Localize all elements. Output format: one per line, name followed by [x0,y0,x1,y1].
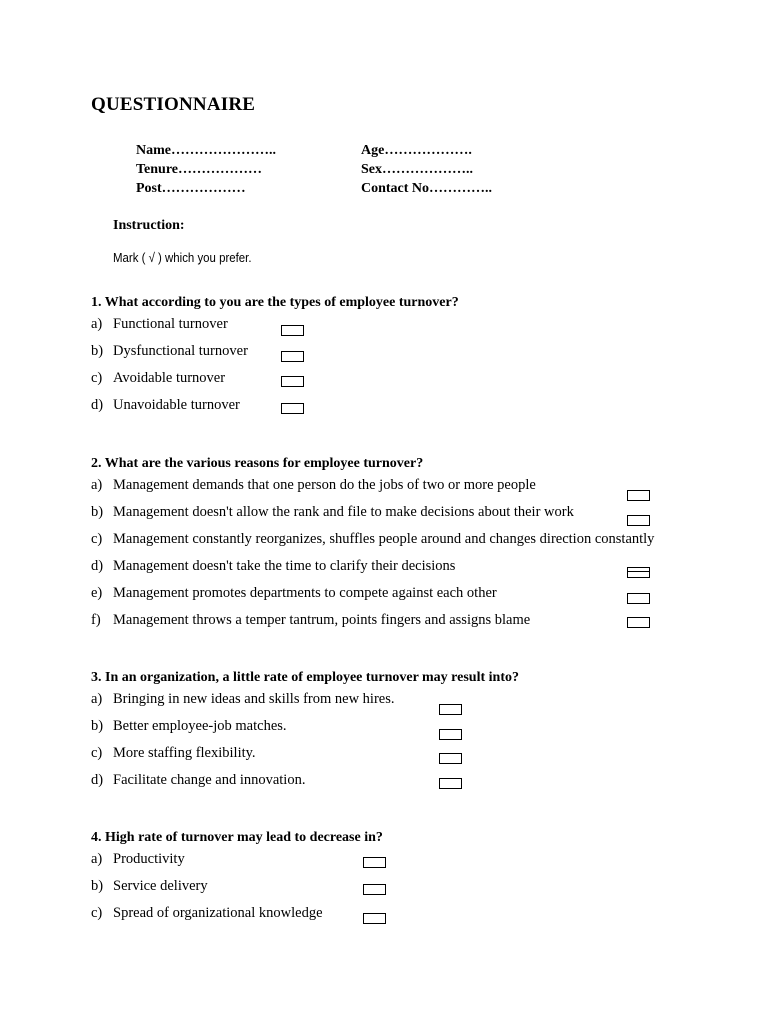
instruction-heading: Instruction: [113,218,185,233]
option-label: Management throws a temper tantrum, points fingers and assigns blame [113,612,531,628]
option-letter: b) [91,343,104,359]
option-row [91,688,519,715]
option-row [91,501,574,528]
question-text: 2. What are the various reasons for employee turnover? [91,456,424,471]
option-letter: f) [91,612,101,628]
sex-field: Sex……………….. [361,162,473,177]
option-letter: d) [91,397,104,413]
option-label: Dysfunctional turnover [113,343,248,359]
option-row [91,367,459,394]
option-label: Service delivery [113,878,208,894]
option-letter: b) [91,878,104,894]
option-row [91,555,456,582]
option-label: Management promotes departments to compete against each other [113,585,497,601]
option-row [91,340,459,367]
option-label: Avoidable turnover [113,370,226,386]
option-label: Management demands that one person do the jobs of two or more people [113,477,536,493]
option-letter: e) [91,585,103,601]
question-text: 3. In an organization, a little rate of employee turnover may result into? [91,670,519,685]
option-letter: a) [91,851,103,867]
checkbox[interactable] [627,490,650,501]
option-letter: b) [91,504,104,520]
option-label: More staffing flexibility. [113,745,256,761]
option-label: Bringing in new ideas and skills from new hires. [113,691,395,707]
option-row [91,875,383,902]
option-letter: a) [91,691,103,707]
option-row [91,715,519,742]
question-1 [91,293,459,421]
option-label: Better employee-job matches. [113,718,287,734]
option-row [91,394,459,421]
tenure-field: Tenure……………… [136,162,263,177]
checkbox[interactable] [439,729,462,740]
option-label: Unavoidable turnover [113,397,240,413]
option-row [91,474,536,501]
option-letter: b) [91,718,104,734]
checkbox[interactable] [281,351,304,362]
option-label: Functional turnover [113,316,228,332]
post-field: Post……………… [136,181,246,196]
checkbox[interactable] [363,884,386,895]
option-label: Facilitate change and innovation. [113,772,306,788]
option-label: Management constantly reorganizes, shuffles people around and changes direction constantly [113,531,655,547]
option-letter: c) [91,531,103,547]
option-label: Productivity [113,851,185,867]
option-row [91,609,531,636]
option-row [91,902,383,929]
checkbox[interactable] [363,913,386,924]
checkbox[interactable] [627,617,650,628]
option-letter: c) [91,745,103,761]
option-letter: d) [91,772,104,788]
option-letter: a) [91,316,103,332]
question-4 [91,828,383,929]
option-row [91,769,519,796]
checkbox[interactable] [363,857,386,868]
checkbox[interactable] [627,593,650,604]
option-row [91,582,497,609]
option-row [91,528,655,555]
instruction-text: Mark ( √ ) which you prefer. [113,250,252,265]
checkbox[interactable] [281,403,304,414]
checkbox[interactable] [281,325,304,336]
option-row [91,313,459,340]
age-field: Age………………. [361,143,472,158]
option-row [91,742,519,769]
checkbox[interactable] [627,567,650,578]
option-letter: a) [91,477,103,493]
option-label: Management doesn't take the time to clarify their decisions [113,558,456,574]
question-text: 4. High rate of turnover may lead to decrease in? [91,830,383,845]
checkbox[interactable] [439,778,462,789]
option-letter: d) [91,558,104,574]
checkbox[interactable] [627,515,650,526]
checkbox[interactable] [439,704,462,715]
option-label: Management doesn't allow the rank and file to make decisions about their work [113,504,574,520]
option-letter: c) [91,905,103,921]
page-title: QUESTIONNAIRE [91,94,256,115]
checkbox[interactable] [439,753,462,764]
question-2 [91,454,655,636]
option-letter: c) [91,370,103,386]
option-row [91,848,383,875]
question-3 [91,668,519,796]
checkbox[interactable] [281,376,304,387]
question-text: 1. What according to you are the types of employee turnover? [91,295,459,310]
name-field: Name………………….. [136,143,276,158]
option-label: Spread of organizational knowledge [113,905,323,921]
contact-no-field: Contact No………….. [361,181,493,196]
